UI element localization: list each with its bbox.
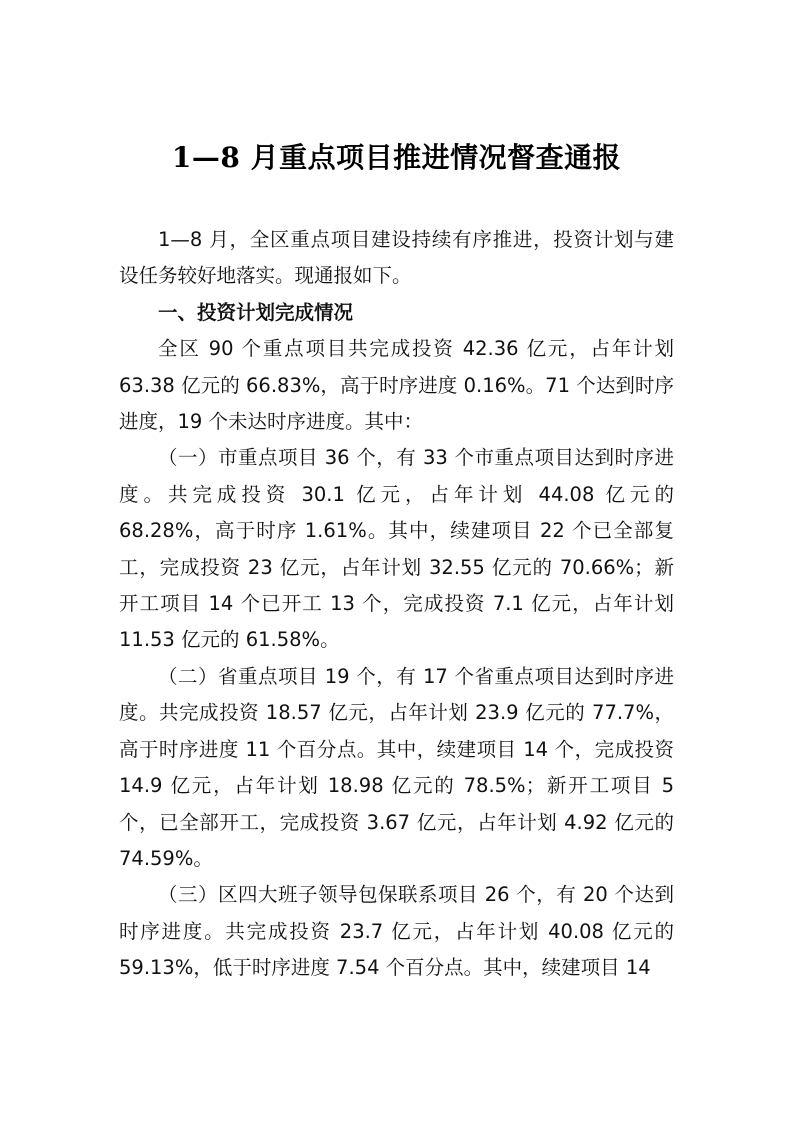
city-projects-paragraph: （一）市重点项目 36 个，有 33 个市重点项目达到时序进度。共完成投资 30.1 亿元，占年计划 44.08 亿元的 68.28%，高于时序 1.61%。其中，续建项目 22 个已全部复工，完成投资 23 亿元，占年计划 32.55 亿元的 70.66%；新开工项目 14 个已开工 13 个，完成投资 7.1 亿元，占年计划 11.53 亿元的 61.58%。 <box>119 446 674 652</box>
document-title: 1—8 月重点项目推进情况督查通报 <box>171 141 622 174</box>
leader-projects-paragraph: （三）区四大班子领导包保联系项目 26 个，有 20 个达到时序进度。共完成投资 23.7 亿元，占年计划 40.08 亿元的 59.13%，低于时序进度 7.54 个百分点。其中，续建项目 14 <box>119 883 674 980</box>
intro-paragraph: 1—8 月，全区重点项目建设持续有序推进，投资计划与建设任务较好地落实。现通报如下。 <box>119 228 674 288</box>
summary-paragraph: 全区 90 个重点项目共完成投资 42.36 亿元，占年计划 63.38 亿元的 66.83%，高于时序进度 0.16%。71 个达到时序进度，19 个未达时序进度。其中： <box>119 337 674 434</box>
province-projects-paragraph: （二）省重点项目 19 个，有 17 个省重点项目达到时序进度。共完成投资 18.57 亿元，占年计划 23.9 亿元的 77.7%，高于时序进度 11 个百分点。其中，续建项目 14 个，完成投资 14.9 亿元，占年计划 18.98 亿元的 78.5%；新开工项目 5 个，已全部开工，完成投资 3.67 亿元，占年计划 4.92 亿元的 74.59%。 <box>119 664 674 870</box>
section-heading: 一、投资计划完成情况 <box>158 300 354 324</box>
document-body <box>119 222 674 987</box>
